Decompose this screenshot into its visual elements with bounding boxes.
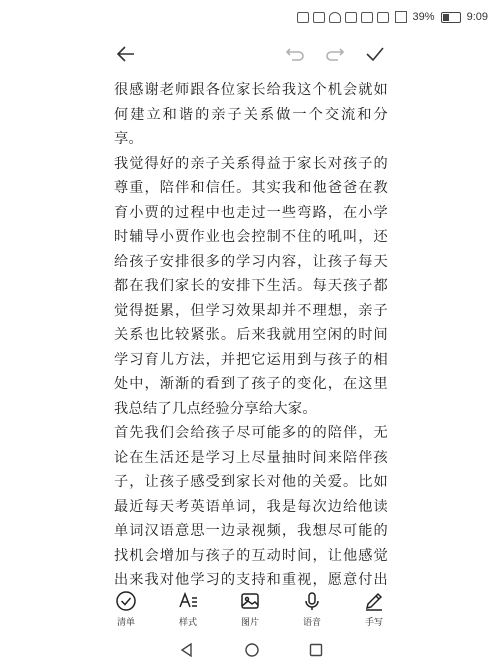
notification-icons xyxy=(297,12,389,23)
app-notification-icon xyxy=(345,12,357,23)
nav-back-button[interactable] xyxy=(178,641,196,659)
status-time: 9:09 xyxy=(466,11,488,23)
pen-icon xyxy=(363,590,385,612)
status-bar xyxy=(0,0,500,36)
signal-icon xyxy=(395,11,407,23)
tool-label: 图片 xyxy=(240,618,259,628)
tool-label: 手写 xyxy=(364,618,383,628)
nav-home-icon xyxy=(244,642,260,658)
app-notification-icon xyxy=(377,12,389,23)
nav-recents-button[interactable] xyxy=(307,641,325,659)
text-style-icon xyxy=(177,590,199,612)
app-notification-icon xyxy=(313,12,325,23)
microphone-icon xyxy=(301,590,323,612)
status-indicators xyxy=(297,11,488,23)
voice-button[interactable] xyxy=(290,590,334,628)
undo-icon xyxy=(284,43,306,65)
redo-button[interactable] xyxy=(321,40,349,68)
tool-label: 清单 xyxy=(116,618,135,628)
redo-icon xyxy=(324,43,346,65)
checklist-button[interactable] xyxy=(104,590,148,628)
nav-recents-icon xyxy=(308,642,324,658)
wifi-icon xyxy=(329,12,341,23)
arrow-left-icon xyxy=(115,43,137,65)
text-style-button[interactable] xyxy=(166,590,210,628)
battery-percent: 39% xyxy=(412,11,435,23)
note-paragraph: 首先我们会给孩子尽可能多的的陪伴，无论在生活还是学习上尽量抽时间来陪伴孩子，让孩子感受到家长对他的关爱。比如最近每天考英语单词，我是每次边给他读单词汉语意思一边录视频，我想尽可能的找机会增加与孩子的互动时间，让他感觉出来我对他学习的支持和重视，愿意付出 xyxy=(114,425,388,588)
note-editor[interactable] xyxy=(114,78,388,588)
undo-button[interactable] xyxy=(281,40,309,68)
nav-back-icon xyxy=(179,642,195,658)
back-button[interactable] xyxy=(112,40,140,68)
done-button[interactable] xyxy=(361,40,389,68)
tool-label: 语音 xyxy=(302,618,321,628)
bottom-toolbar xyxy=(0,588,500,632)
nav-home-button[interactable] xyxy=(243,641,261,659)
handwriting-button[interactable] xyxy=(352,590,396,628)
image-button[interactable] xyxy=(228,590,272,628)
battery-icon xyxy=(441,12,461,23)
check-icon xyxy=(364,43,386,65)
editor-toolbar xyxy=(0,36,500,76)
app-notification-icon xyxy=(297,12,309,23)
tool-label: 样式 xyxy=(178,618,197,628)
system-nav-bar xyxy=(0,634,500,666)
note-paragraph: 很感谢老师跟各位家长给我这个机会就如何建立和谐的亲子关系做一个交流和分享。 xyxy=(114,82,388,147)
image-icon xyxy=(239,590,261,612)
note-paragraph: 我觉得好的亲子关系得益于家长对孩子的尊重，陪伴和信任。其实我和他爸爸在教育小贾的过程中也走过一些弯路，在小学时辅导小贾作业也会控制不住的吼叫，还给孩子安排很多的学习内容，让孩子每天都在我们家长的安排下生活。每天孩子都觉得挺累，但学习效果却并不理想，亲子关系也比较紧张。后来我就用空闲的时间学习育儿方法，并把它运用到与孩子的相处中，渐渐的看到了孩子的变化，在这里我总结了几点经验分享给大家。 xyxy=(114,155,388,417)
checklist-icon xyxy=(115,590,137,612)
app-notification-icon xyxy=(361,12,373,23)
